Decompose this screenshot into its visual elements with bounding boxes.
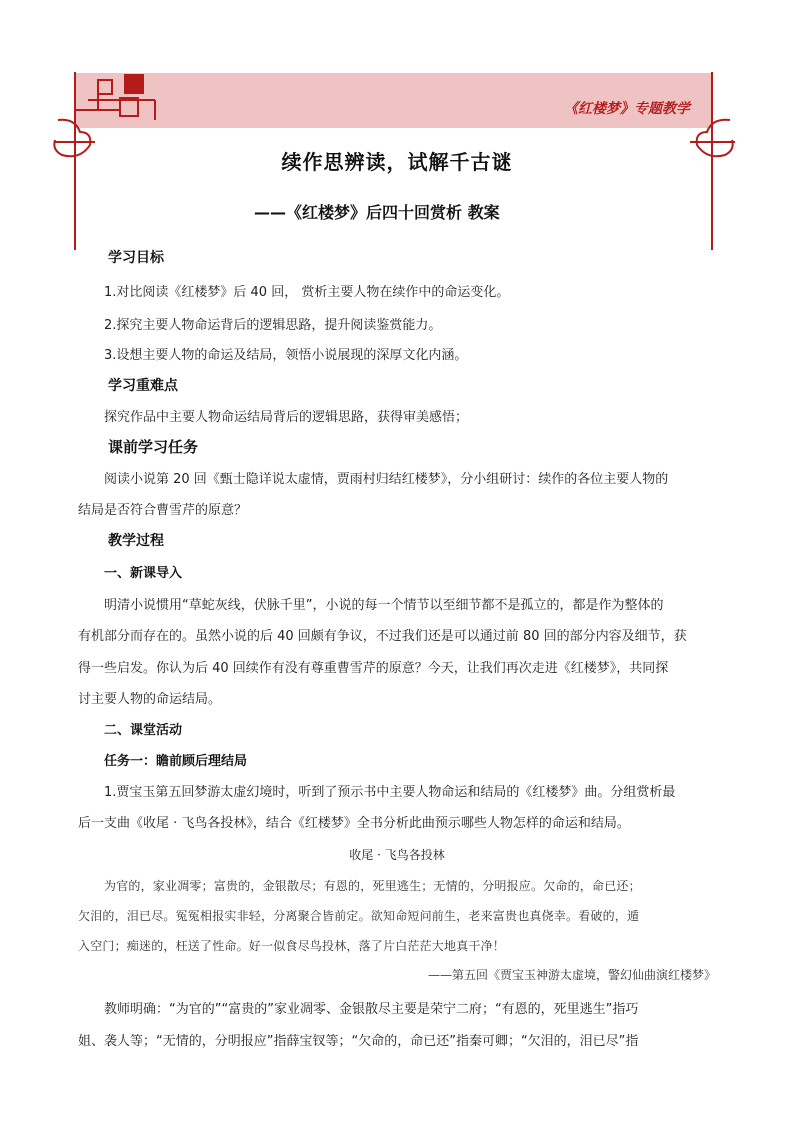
task1-line-2: 后一支曲《收尾 · 飞鸟各投林》，结合《红楼梦》全书分析此曲预示哪些人物怎样的命运和结局。 xyxy=(78,816,630,831)
goal-item-1: 1.对比阅读《红楼梦》后 40 回， 赏析主要人物在续作中的命运变化。 xyxy=(104,285,510,300)
poem-line-1: 为官的，家业凋零；富贵的，金银散尽；有恩的，死里逃生；无情的，分明报应。欠命的，命已还； xyxy=(104,879,641,893)
poem-title: 收尾 · 飞鸟各投林 xyxy=(349,848,445,862)
poem-line-3: 入空门；痴迷的，枉送了性命。好一似食尽鸟投林，落了片白茫茫大地真干净！ xyxy=(78,939,506,953)
pre-heading: 课前学习任务 xyxy=(108,438,199,456)
teacher-line-1: 教师明确：“为官的”“富贵的”家业凋零、金银散尽主要是荣宁二府；“有恩的，死里逃生”指巧 xyxy=(104,1002,639,1017)
task1-heading: 任务一：瞻前顾后理结局 xyxy=(104,754,248,769)
poem-source: ——第五回《贾宝玉神游太虚境，警幻仙曲演红楼梦》 xyxy=(427,968,716,982)
pre-line-1: 阅读小说第 20 回《甄士隐详说太虚情，贾雨村归结红楼梦》，分小组研讨：续作的各位主要人物的 xyxy=(104,472,669,487)
page-title: 续作思辨读，试解千古谜 xyxy=(281,150,513,174)
poem-line-2: 欠泪的，泪已尽。冤冤相报实非轻，分离聚合皆前定。欲知命短问前生，老来富贵也真侥幸。看破的，遁 xyxy=(78,909,640,923)
process-heading: 教学过程 xyxy=(108,533,164,549)
activity-heading: 二、课堂活动 xyxy=(104,723,183,738)
intro-line-4: 讨主要人物的命运结局。 xyxy=(78,692,222,707)
pre-line-2: 结局是否符合曹雪芹的原意？ xyxy=(78,503,248,518)
page-subtitle: ——《红楼梦》后四十回赏析 教案 xyxy=(254,203,500,222)
intro-heading: 一、新课导入 xyxy=(104,566,183,581)
header-title: 《红楼梦》专题教学 xyxy=(564,101,690,117)
key-text: 探究作品中主要人物命运结局背后的逻辑思路，获得审美感悟； xyxy=(104,410,469,425)
goal-item-3: 3.设想主要人物的命运及结局，领悟小说展现的深厚文化内涵。 xyxy=(104,348,468,363)
teacher-line-2: 姐、袭人等；“无情的，分明报应”指薛宝钗等；“欠命的，命已还”指秦可卿；“欠泪的，泪已尽”指 xyxy=(78,1034,639,1049)
intro-line-3: 得一些启发。你认为后 40 回续作有没有尊重曹雪芹的原意？今天，让我们再次走进《红楼梦》，共同探 xyxy=(78,661,669,676)
goals-heading: 学习目标 xyxy=(108,250,164,266)
intro-line-1: 明清小说惯用“草蛇灰线，伏脉千里”，小说的每一个情节以至细节都不是孤立的，都是作为整体的 xyxy=(104,598,664,613)
decor-square xyxy=(124,74,144,94)
intro-line-2: 有机部分而存在的。虽然小说的后 40 回颇有争议，不过我们还是可以通过前 80 回的部分内容及细节，获 xyxy=(78,629,687,644)
key-heading: 学习重难点 xyxy=(108,378,178,394)
task1-line-1: 1.贾宝玉第五回梦游太虚幻境时，听到了预示书中主要人物命运和结局的《红楼梦》曲。分组赏析最 xyxy=(104,785,676,800)
goal-item-2: 2.探究主要人物命运背后的逻辑思路，提升阅读鉴赏能力。 xyxy=(104,318,442,333)
